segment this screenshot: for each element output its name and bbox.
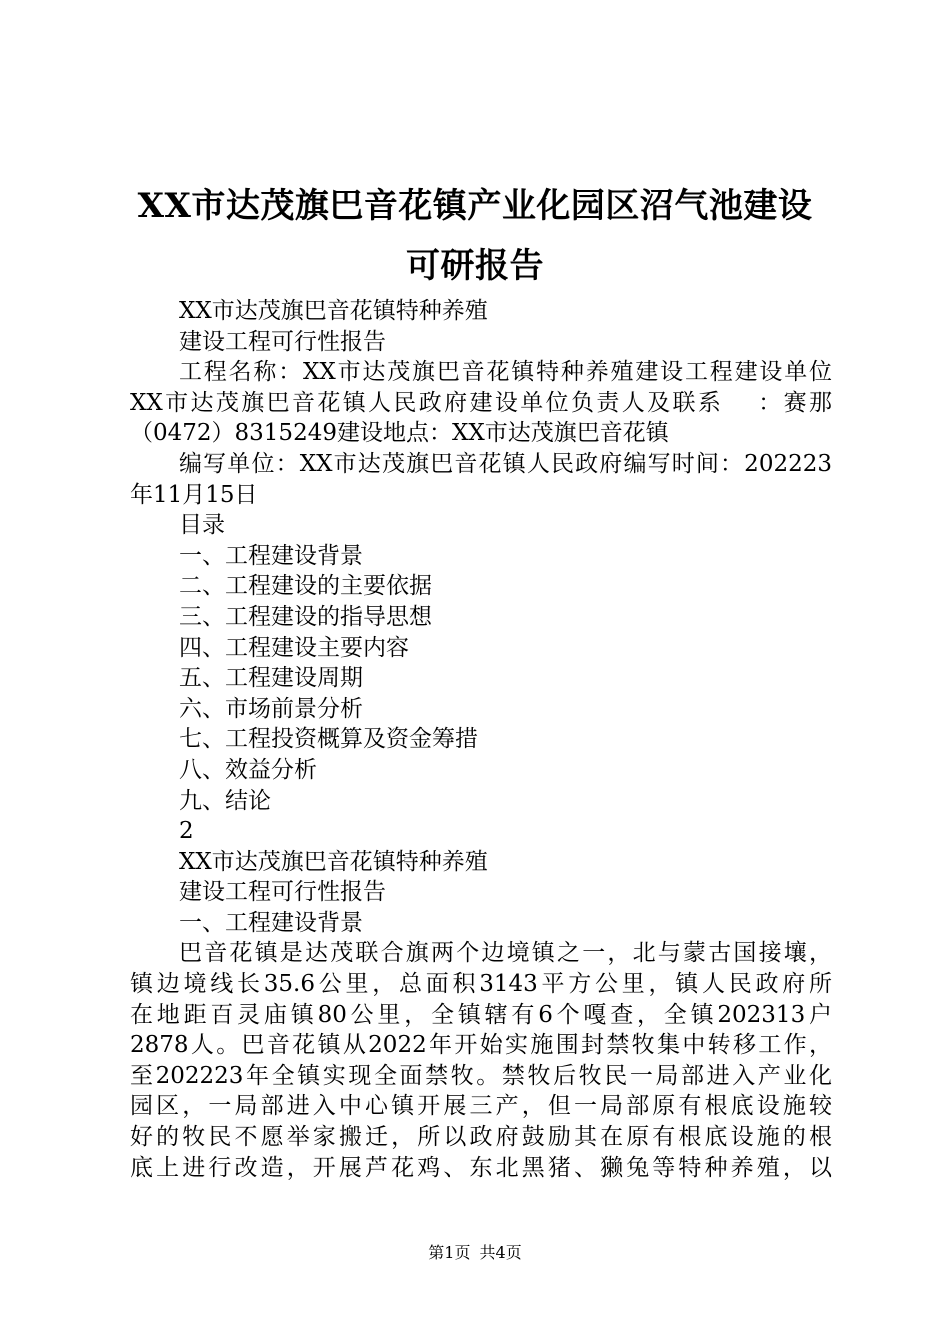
toc-item: 二、工程建设的主要依据	[179, 573, 432, 600]
toc-item: 九、结论	[179, 787, 271, 814]
paragraph-line: 至202223年全镇实现全面禁牧。禁牧后牧民一局部进入产业化	[130, 1062, 832, 1089]
toc-item: 三、工程建设的指导思想	[179, 603, 432, 630]
document-title-line-2: 可研报告	[406, 246, 544, 286]
section-heading: 一、工程建设背景	[179, 909, 363, 936]
toc-item: 五、工程建设周期	[179, 665, 363, 692]
section-subtitle: 建设工程可行性报告	[179, 879, 386, 906]
paragraph-line: 在地距百灵庙镇80公里，全镇辖有6个嘎查，全镇202313户	[130, 1001, 832, 1028]
toc-item: 七、工程投资概算及资金筹措	[179, 726, 478, 753]
paragraph-line: XX市达茂旗巴音花镇人民政府建设单位负责人及联系 ：赛那	[130, 389, 832, 416]
page-total-label: 共4页	[479, 1243, 522, 1262]
paragraph-line: 巴音花镇是达茂联合旗两个边境镇之一，北与蒙古国接壤，	[179, 940, 832, 967]
paragraph-line: XX市达茂旗巴音花镇特种养殖	[179, 298, 488, 324]
page-number-text: 2	[179, 818, 194, 845]
paragraph-line: 镇边境线长35.6公里，总面积3143平方公里，镇人民政府所	[130, 971, 832, 998]
paragraph-line: 2878人。巴音花镇从2022年开始实施围封禁牧集中转移工作，	[130, 1032, 832, 1059]
paragraph-line: 园区，一局部进入中心镇开展三产，但一局部原有根底设施较	[130, 1093, 832, 1120]
toc-item: 四、工程建设主要内容	[179, 634, 409, 661]
paragraph-line: （0472）8315249建设地点：XX市达茂旗巴音花镇	[130, 420, 669, 447]
toc-heading: 目录	[179, 512, 225, 539]
paragraph-line: 建设工程可行性报告	[179, 328, 386, 355]
paragraph-line: 工程名称：XX市达茂旗巴音花镇特种养殖建设工程建设单位	[179, 359, 832, 386]
toc-item: 八、效益分析	[179, 756, 317, 783]
paragraph-line: 年11月15日	[130, 481, 258, 508]
paragraph-line: 好的牧民不愿举家搬迁，所以政府鼓励其在原有根底设施的根	[130, 1124, 832, 1151]
paragraph-line: 底上进行改造，开展芦花鸡、东北黑猪、獭兔等特种养殖，以	[130, 1154, 832, 1181]
page-current-label: 第1页	[428, 1243, 471, 1262]
toc-item: 一、工程建设背景	[179, 542, 363, 569]
document-title-line-1: XX市达茂旗巴音花镇产业化园区沼气池建设	[137, 186, 813, 226]
toc-item: 六、市场前景分析	[179, 695, 363, 722]
document-body	[130, 296, 832, 1183]
page-footer	[0, 1243, 950, 1263]
section-subtitle: XX市达茂旗巴音花镇特种养殖	[179, 848, 488, 875]
paragraph-line: 编写单位：XX市达茂旗巴音花镇人民政府编写时间：202223	[179, 450, 832, 477]
